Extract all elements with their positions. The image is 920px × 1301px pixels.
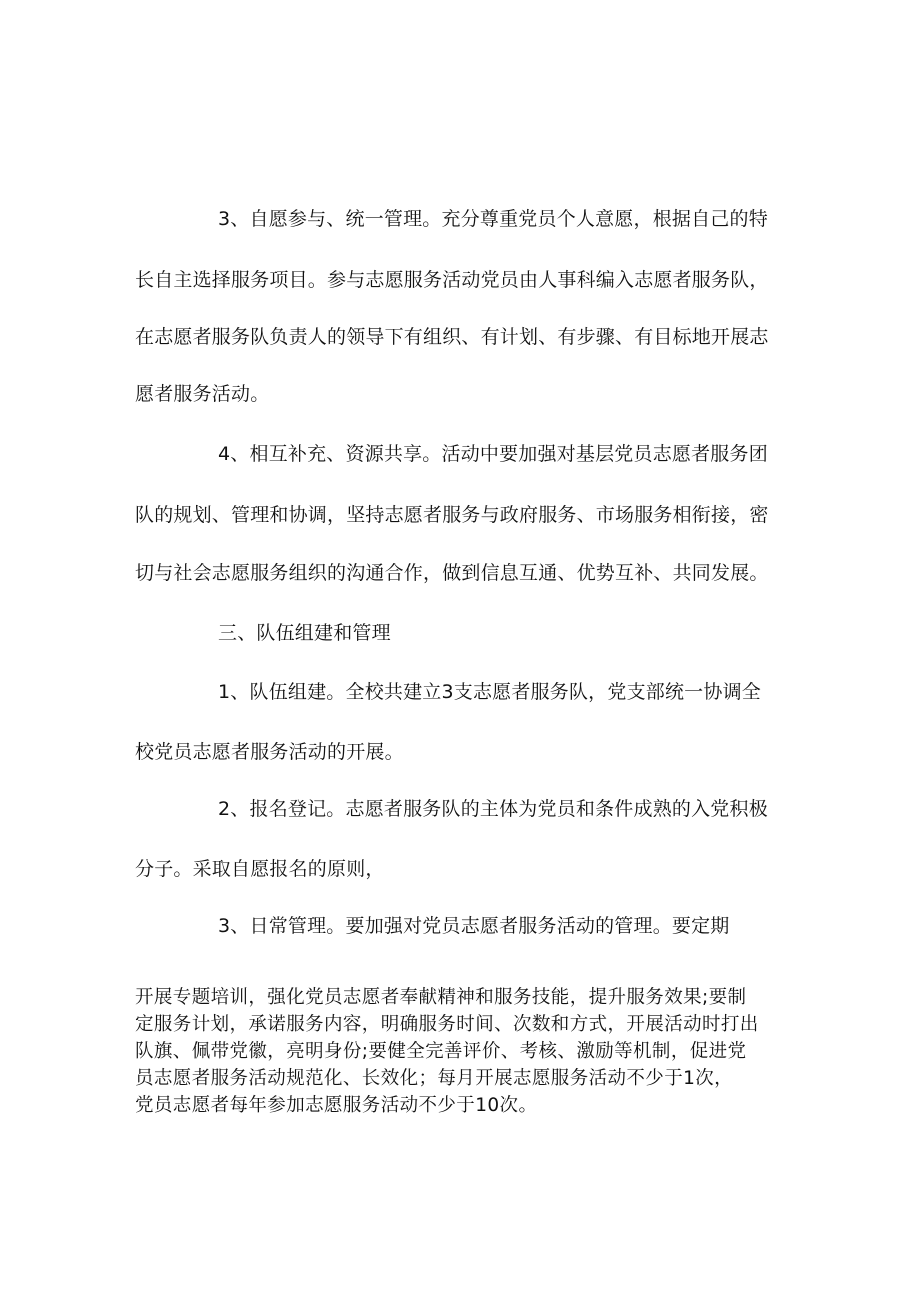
- paragraph-1-line-4: 愿者服务活动。: [135, 383, 270, 405]
- paragraph-1-line-3: 在志愿者服务队负责人的领导下有组织、有计划、有步骤、有目标地开展志: [135, 326, 769, 348]
- paragraph-2-line-2: 队的规划、管理和协调，坚持志愿者服务与政府服务、市场服务相衔接，密: [135, 504, 769, 526]
- paragraph-4-line-2: 分子。采取自愿报名的原则，: [135, 858, 385, 880]
- paragraph-6-line-3: 队旗、佩带党徽，亮明身份;要健全完善评价、考核、激励等机制，促进党: [135, 1041, 747, 1062]
- paragraph-6-line-2: 定服务计划，承诺服务内容，明确服务时间、次数和方式，开展活动时打出: [135, 1014, 759, 1035]
- paragraph-3-line-2: 校党员志愿者服务活动的开展。: [135, 741, 404, 763]
- paragraph-6-line-4: 员志愿者服务活动规范化、长效化；每月开展志愿服务活动不少于1次，: [135, 1068, 734, 1089]
- paragraph-6-line-5: 党员志愿者每年参加志愿服务活动不少于10次。: [135, 1095, 538, 1116]
- paragraph-5-line-1: 3、日常管理。要加强对党员志愿者服务活动的管理。要定期: [218, 915, 730, 937]
- paragraph-1-line-2: 长自主选择服务项目。参与志愿服务活动党员由人事科编入志愿者服务队，: [135, 269, 769, 291]
- paragraph-1-line-1: 3、自愿参与、统一管理。充分尊重党员个人意愿，根据自己的特: [218, 208, 768, 230]
- paragraph-3-line-1: 1、队伍组建。全校共建立3支志愿者服务队，党支部统一协调全: [218, 681, 761, 703]
- paragraph-2-line-1: 4、相互补充、资源共享。活动中要加强对基层党员志愿者服务团: [218, 443, 768, 465]
- paragraph-4-line-1: 2、报名登记。志愿者服务队的主体为党员和条件成熟的入党积极: [218, 798, 768, 820]
- paragraph-2-line-3: 切与社会志愿服务组织的沟通合作，做到信息互通、优势互补、共同发展。: [135, 562, 769, 584]
- section-heading: 三、队伍组建和管理: [218, 622, 391, 644]
- paragraph-6-line-1: 开展专题培训，强化党员志愿者奉献精神和服务技能，提升服务效果;要制: [135, 987, 747, 1008]
